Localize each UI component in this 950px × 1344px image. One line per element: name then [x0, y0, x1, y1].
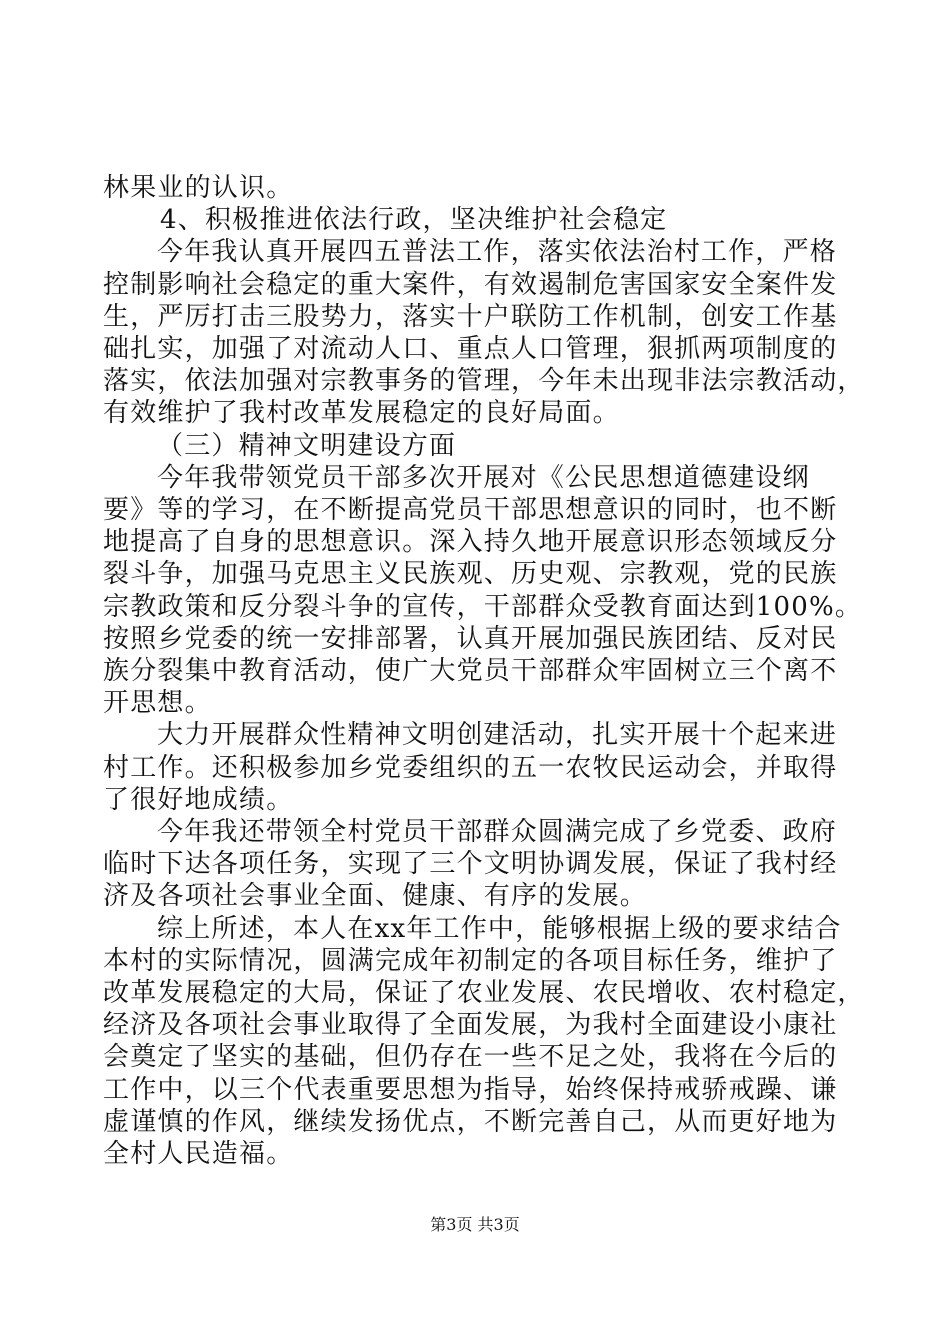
- section-heading: （三）精神文明建设方面: [157, 430, 457, 461]
- text-line: 族分裂集中教育活动，使广大党员干部群众牢固树立三个离不: [103, 656, 838, 686]
- text-line: 控制影响社会稳定的重大案件，有效遏制危害国家安全案件发: [103, 269, 838, 300]
- text-line: 础扎实，加强了对流动人口、重点人口管理，狠抓两项制度的: [103, 334, 838, 364]
- section-heading: 4、积极推进依法行政，坚决维护社会稳定: [160, 205, 668, 236]
- text-line: 全村人民造福。: [103, 1139, 294, 1169]
- text-line: 虚谨慎的作风，继续发扬优点，不断完善自己，从而更好地为: [103, 1106, 838, 1137]
- text-line: 今年我还带领全村党员干部群众圆满完成了乡党委、政府: [157, 817, 838, 847]
- text-line: 大力开展群众性精神文明创建活动，扎实开展十个起来进: [157, 720, 838, 751]
- text-line: 按照乡党委的统一安排部署，认真开展加强民族团结、反对民: [103, 623, 838, 654]
- text-line: 村工作。还积极参加乡党委组织的五一农牧民运动会，并取得: [103, 752, 838, 783]
- text-line: 宗教政策和反分裂斗争的宣传，干部群众受教育面达到100%。: [103, 591, 863, 622]
- text-line: 今年我认真开展四五普法工作，落实依法治村工作，严格: [157, 237, 838, 268]
- text-line: 地提高了自身的思想意识。深入持久地开展意识形态领域反分: [103, 527, 838, 558]
- page-number: 第3页 共3页: [430, 1215, 520, 1234]
- text-line: 本村的实际情况，圆满完成年初制定的各项目标任务，维护了: [103, 945, 838, 976]
- text-line: 会奠定了坚实的基础，但仍存在一些不足之处，我将在今后的: [103, 1042, 838, 1073]
- text-line: 生，严厉打击三股势力，落实十户联防工作机制，创安工作基: [103, 301, 838, 332]
- text-line: 要》等的学习，在不断提高党员干部思想意识的同时，也不断: [103, 495, 838, 525]
- text-line: 今年我带领党员干部多次开展对《公民思想道德建设纲: [157, 462, 810, 493]
- text-line: 经济及各项社会事业取得了全面发展，为我村全面建设小康社: [103, 1010, 838, 1041]
- text-line: 落实，依法加强对宗教事务的管理，今年未出现非法宗教活动，: [103, 366, 865, 397]
- text-line: 林果业的认识。: [103, 173, 294, 203]
- text-line: 改革发展稳定的大局，保证了农业发展、农民增收、农村稳定，: [103, 978, 865, 1008]
- text-line: 济及各项社会事业全面、健康、有序的发展。: [103, 881, 648, 912]
- text-line: 开思想。: [103, 688, 212, 719]
- text-line: 有效维护了我村改革发展稳定的良好局面。: [103, 398, 620, 429]
- text-line: 了很好地成绩。: [103, 784, 294, 815]
- text-line: 裂斗争，加强马克思主义民族观、历史观、宗教观，党的民族: [103, 559, 838, 590]
- text-line: 综上所述，本人在xx年工作中，能够根据上级的要求结合: [157, 913, 842, 944]
- text-line: 临时下达各项任务，实现了三个文明协调发展，保证了我村经: [103, 849, 838, 880]
- text-line: 工作中，以三个代表重要思想为指导，始终保持戒骄戒躁、谦: [103, 1074, 838, 1105]
